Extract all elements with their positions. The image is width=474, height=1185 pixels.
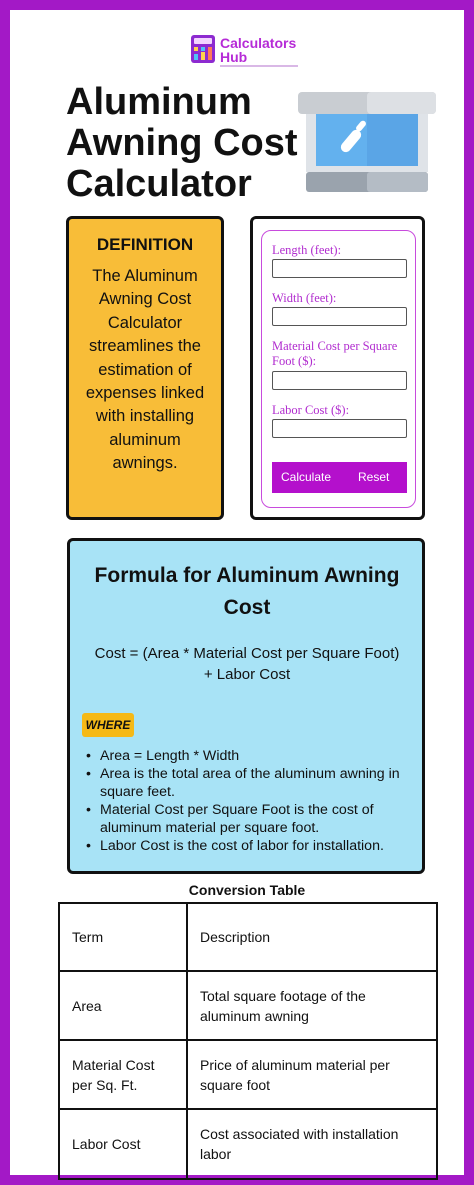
where-badge: WHERE xyxy=(82,713,134,737)
reset-button[interactable]: Reset xyxy=(358,462,389,493)
table-header-row xyxy=(59,903,437,971)
title-line-3: Calculator xyxy=(66,163,252,205)
formula-title: Formula for Aluminum Awning Cost xyxy=(94,564,400,619)
logo-line-2: Hub xyxy=(220,49,248,65)
width-label: Width (feet): xyxy=(272,291,337,305)
awning-illustration xyxy=(296,90,438,196)
page-title xyxy=(66,82,306,205)
table-row xyxy=(59,971,437,1040)
logo-underline xyxy=(220,65,298,67)
calculator-form xyxy=(261,230,416,508)
definition-heading: DEFINITION xyxy=(96,235,194,254)
definition-card xyxy=(66,216,224,520)
table-cell: Total square footage of the aluminum awning xyxy=(187,971,437,1040)
title-line-2: Awning Cost xyxy=(66,122,298,164)
table-cell: Area xyxy=(59,971,187,1040)
calculators-hub-logo[interactable] xyxy=(190,34,320,70)
table-row xyxy=(59,1109,437,1179)
list-item: • Area is the total area of the aluminum awning in square feet. xyxy=(84,765,420,801)
table-cell: Price of aluminum material per square foot xyxy=(187,1040,437,1109)
calculator-card xyxy=(250,216,425,520)
labor-cost-label: Labor Cost ($): xyxy=(272,403,350,417)
list-item: • Area = Length * Width xyxy=(84,747,420,765)
title-line-1: Aluminum xyxy=(66,81,252,123)
conversion-table-title: Conversion Table xyxy=(188,882,306,898)
list-item: • Material Cost per Square Foot is the cost of aluminum material per square foot. xyxy=(84,801,420,837)
logo-line-1: Calculators xyxy=(220,35,297,51)
list-item: • Labor Cost is the cost of labor for installation. xyxy=(84,837,420,855)
button-bar xyxy=(272,462,407,493)
table-cell: Labor Cost xyxy=(59,1109,187,1179)
labor-cost-input[interactable] xyxy=(272,419,407,438)
length-input[interactable] xyxy=(272,259,407,278)
table-header-cell: Term xyxy=(59,903,187,971)
logo-text xyxy=(220,36,296,64)
table-row xyxy=(59,1040,437,1109)
material-cost-input[interactable] xyxy=(272,371,407,390)
formula-variable-list xyxy=(84,747,420,855)
formula-equation: Cost = (Area * Material Cost per Square Foot) + Labor Cost xyxy=(94,645,400,683)
table-header-cell: Description xyxy=(187,903,437,971)
material-cost-label: Material Cost per Square Foot ($): xyxy=(272,339,398,368)
definition-body: The Aluminum Awning Cost Calculator streamlines the estimation of expenses linked with installing aluminum awnings. xyxy=(85,267,205,473)
calculator-logo-icon xyxy=(190,34,216,64)
length-label: Length (feet): xyxy=(272,243,342,257)
table-cell: Material Cost per Sq. Ft. xyxy=(59,1040,187,1109)
table-cell: Cost associated with installation labor xyxy=(187,1109,437,1179)
conversion-table xyxy=(58,902,438,1180)
calculate-button[interactable]: Calculate xyxy=(281,462,331,493)
formula-card xyxy=(67,538,425,874)
width-input[interactable] xyxy=(272,307,407,326)
